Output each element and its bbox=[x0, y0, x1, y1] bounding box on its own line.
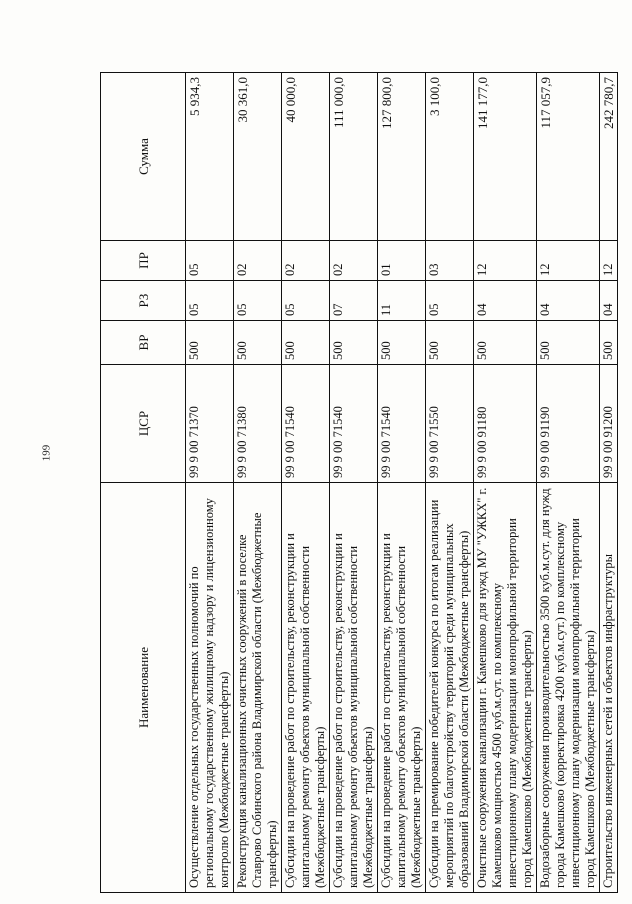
row-name: Строительство инженерных сетей и объектов инфраструктуры bbox=[600, 483, 618, 893]
header-csr: ЦСР bbox=[101, 365, 186, 483]
row-csr: 99 9 00 71550 bbox=[426, 365, 474, 483]
row-csr: 99 9 00 71370 bbox=[186, 365, 234, 483]
row-vr: 500 bbox=[600, 321, 618, 365]
row-csr: 99 9 00 71380 bbox=[234, 365, 282, 483]
row-vr: 500 bbox=[186, 321, 234, 365]
row-vr: 500 bbox=[537, 321, 600, 365]
row-rz: 05 bbox=[426, 281, 474, 321]
table-row bbox=[330, 73, 378, 893]
budget-table bbox=[100, 72, 618, 893]
row-csr: 99 9 00 71540 bbox=[378, 365, 426, 483]
row-pr: 02 bbox=[282, 241, 330, 281]
table-header-row bbox=[101, 73, 186, 893]
row-rz: 05 bbox=[186, 281, 234, 321]
row-sum: 3 100,0 bbox=[426, 73, 474, 241]
row-vr: 500 bbox=[474, 321, 537, 365]
row-rz: 05 bbox=[282, 281, 330, 321]
row-csr: 99 9 00 91190 bbox=[537, 365, 600, 483]
row-pr: 02 bbox=[330, 241, 378, 281]
row-rz: 05 bbox=[234, 281, 282, 321]
row-sum: 30 361,0 bbox=[234, 73, 282, 241]
row-name: Очистные сооружения канализации г. Камешково для нужд МУ "УЖКХ" г. Камешково мощностью 4500 куб.м.сут. по комплексному инвестиционному плану модернизации монопрофильной территории город Камешково (Межбюджетные трансферты) bbox=[474, 483, 537, 893]
row-name: Субсидии на проведение работ по строительству, реконструкции и капитальному ремонту объектов муниципальной собственности (Межбюджетные трансферты) bbox=[330, 483, 378, 893]
header-sum: Сумма bbox=[101, 73, 186, 241]
row-sum: 40 000,0 bbox=[282, 73, 330, 241]
row-pr: 01 bbox=[378, 241, 426, 281]
row-name: Субсидии на премирование победителей конкурса по итогам реализации мероприятий по благоустройству территорий среди муниципальных образований Владимирской области (Межбюджетные трансферты) bbox=[426, 483, 474, 893]
rotated-table-container bbox=[100, 73, 616, 893]
row-rz: 04 bbox=[474, 281, 537, 321]
row-rz: 07 bbox=[330, 281, 378, 321]
table-row bbox=[537, 73, 600, 893]
row-sum: 242 780,7 bbox=[600, 73, 618, 241]
row-pr: 05 bbox=[186, 241, 234, 281]
row-rz: 04 bbox=[600, 281, 618, 321]
table-row bbox=[474, 73, 537, 893]
row-pr: 03 bbox=[426, 241, 474, 281]
row-vr: 500 bbox=[426, 321, 474, 365]
table-row bbox=[186, 73, 234, 893]
row-vr: 500 bbox=[234, 321, 282, 365]
row-sum: 127 800,0 bbox=[378, 73, 426, 241]
table-row bbox=[282, 73, 330, 893]
row-sum: 111 000,0 bbox=[330, 73, 378, 241]
header-pr: ПР bbox=[101, 241, 186, 281]
row-sum: 117 057,9 bbox=[537, 73, 600, 241]
row-vr: 500 bbox=[378, 321, 426, 365]
table-row bbox=[426, 73, 474, 893]
row-name: Субсидии на проведение работ по строительству, реконструкции и капитальному ремонту объектов муниципальной собственности (Межбюджетные трансферты) bbox=[378, 483, 426, 893]
table-row bbox=[378, 73, 426, 893]
table-row bbox=[600, 73, 618, 893]
row-vr: 500 bbox=[282, 321, 330, 365]
table-row bbox=[234, 73, 282, 893]
row-pr: 12 bbox=[600, 241, 618, 281]
row-csr: 99 9 00 71540 bbox=[330, 365, 378, 483]
row-pr: 02 bbox=[234, 241, 282, 281]
row-csr: 99 9 00 91200 bbox=[600, 365, 618, 483]
row-rz: 11 bbox=[378, 281, 426, 321]
header-name: Наименование bbox=[101, 483, 186, 893]
row-pr: 12 bbox=[474, 241, 537, 281]
row-sum: 141 177,0 bbox=[474, 73, 537, 241]
row-vr: 500 bbox=[330, 321, 378, 365]
row-name: Субсидии на проведение работ по строительству, реконструкции и капитальному ремонту объектов муниципальной собственности (Межбюджетные трансферты) bbox=[282, 483, 330, 893]
row-name: Реконструкция канализационных очистных сооружений в поселке Ставрово Собинского района Владимирской области (Межбюджетные трансферты) bbox=[234, 483, 282, 893]
row-rz: 04 bbox=[537, 281, 600, 321]
header-vr: ВР bbox=[101, 321, 186, 365]
page-number: 199 bbox=[40, 444, 53, 462]
row-name: Водозаборные сооружения производительностью 3500 куб.м.сут. для нужд города Камешково (корректировка 4200 куб.м.сут.) по комплексному инвестиционному плану модернизации монопрофильной территории город Камешково (Межбюджетные трансферты) bbox=[537, 483, 600, 893]
row-csr: 99 9 00 91180 bbox=[474, 365, 537, 483]
row-csr: 99 9 00 71540 bbox=[282, 365, 330, 483]
row-pr: 12 bbox=[537, 241, 600, 281]
row-sum: 5 934,3 bbox=[186, 73, 234, 241]
row-name: Осуществление отдельных государственных полномочий по региональному государственному жилищному надзору и лицензионному контролю (Межбюджетные трансферты) bbox=[186, 483, 234, 893]
header-rz: РЗ bbox=[101, 281, 186, 321]
